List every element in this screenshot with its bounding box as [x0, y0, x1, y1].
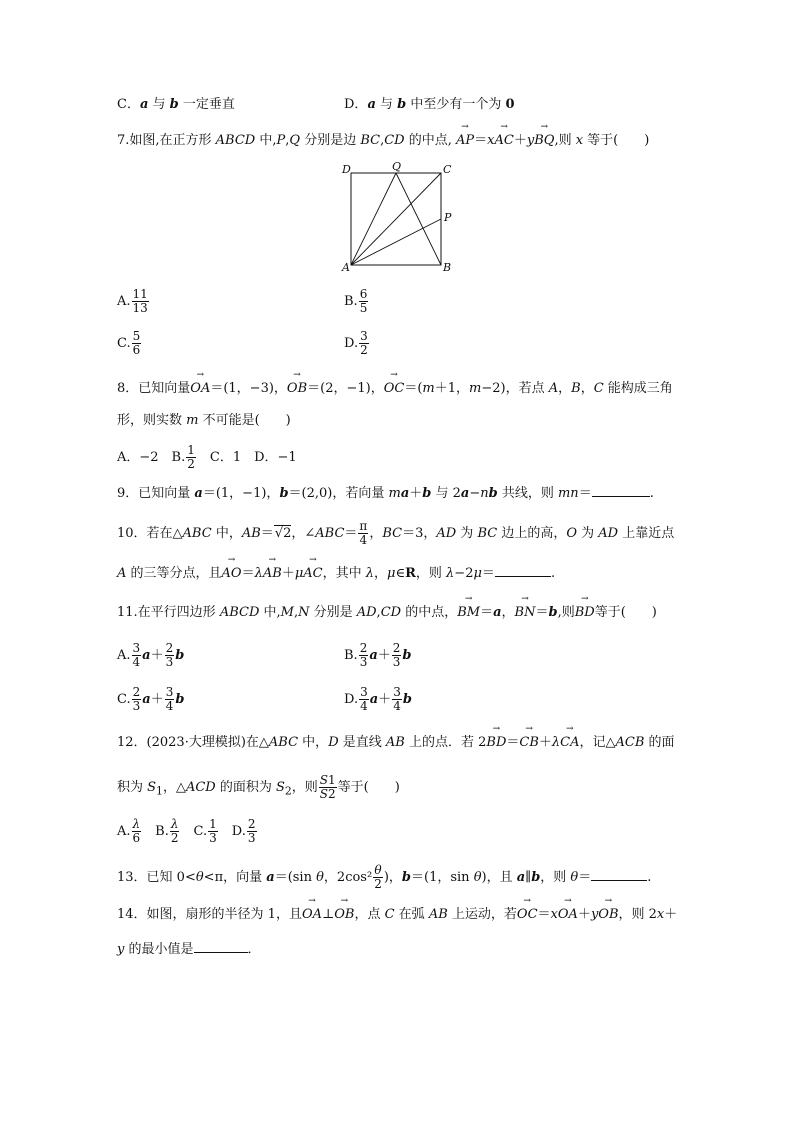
q11-option-c: C. $\frac{2}{3}$ a＋ $\frac{3}{4}$ b: [117, 685, 185, 713]
q14-answer-blank[interactable]: [194, 940, 248, 953]
q11-option-a: A. $\frac{3}{4}$ a＋ $\frac{2}{3}$ b: [117, 641, 185, 669]
q7-option-a: A. $\frac{11}{13}$: [117, 287, 148, 315]
q9-stem: 9．已知向量 a＝(1，−1)，b＝(2,0)，若向量 ma＋b 与 2a−nb 共线，则 mn＝ .: [117, 486, 654, 501]
q14-stem-line1: 14．如图，扇形的半径为 1，且→ OA⊥→ OB，点 C 在弧 AB 上运动，若→ OC＝x→ OA＋y→ OB，则 2x＋: [117, 906, 677, 924]
segment-aq: [351, 173, 396, 265]
label-a: A: [342, 261, 350, 274]
q9-answer-blank[interactable]: [592, 484, 650, 497]
q7-option-d: D. $\frac{3}{2}$: [344, 329, 368, 357]
q12-stem-line1: 12．(2023·大理模拟)在△ABC 中，D 是直线 AB 上的点．若 2→ BD＝→ CB＋λ→ CA，记△ACB 的面: [117, 734, 675, 752]
label-d: D: [342, 163, 351, 176]
q11-stem: 11.在平行四边形 ABCD 中,M,N 分别是 AD,CD 的中点，→ BM＝a，→ BN＝b,则→ BD等于( ): [117, 604, 657, 622]
q7-option-c: C. $\frac{5}{6}$: [117, 329, 141, 357]
q13-answer-blank[interactable]: [591, 868, 647, 881]
label-b: B: [443, 261, 452, 274]
segment-ap: [351, 219, 441, 265]
q7-stem: 7.如图,在正方形 ABCD 中,P,Q 分别是边 BC,CD 的中点, → AP＝x→ AC＋y→ BQ,则 x 等于( ): [117, 132, 649, 150]
q12-options: A. $\frac{\lambda}{6}$ B. $\frac{\lambda}{2}$ C. $\frac{1}{3}$ D. $\frac{2}{3}$: [117, 817, 256, 845]
q6-option-d: D．a 与 b 中至少有一个为 0: [344, 97, 515, 112]
q12-stem-line2: 积为 $S_1$，△ACD 的面积为 $S_2$，则 $\frac{S1}{S2}$ 等于( ): [117, 773, 400, 801]
q7-square-figure: [330, 160, 470, 280]
label-q: Q: [392, 160, 402, 173]
q10-answer-blank[interactable]: [495, 564, 551, 577]
q8-stem-line2: 形，则实数 m 不可能是( ): [117, 413, 291, 428]
q14-stem-line2: y 的最小值是 ．: [117, 942, 261, 957]
q11-option-b: B. $\frac{2}{3}$ a＋ $\frac{2}{3}$ b: [344, 641, 412, 669]
q8-options: A．−2 B. $\frac{1}{2}$ C．1 D．−1: [117, 443, 297, 471]
q13-stem: 13．已知 0<θ<π，向量 a＝(sin θ，2cos² $\frac{\theta}{2}$ )，b＝(1，sin θ)，且 a∥b，则 θ＝ .: [117, 863, 652, 891]
q10-stem-line2: A 的三等分点，且→ AO＝λ→ AB＋μ→ AC，其中 λ，μ∈R，则 λ−2μ＝ .: [117, 564, 555, 583]
label-c: C: [443, 163, 452, 176]
q6-option-c: C．a 与 b 一定垂直: [117, 97, 235, 112]
q8-stem-line1: 8．已知向量→ OA＝(1，−3)，→ OB＝(2，−1)，→ OC＝(m＋1，m−2)，若点 A，B，C 能构成三角: [117, 380, 673, 398]
label-p: P: [444, 211, 452, 224]
q11-option-d: D. $\frac{3}{4}$ a＋ $\frac{3}{4}$ b: [344, 685, 412, 713]
q10-stem-line1: 10．若在△ABC 中，AB＝√2，∠ABC＝ $\frac{\pi}{4}$ ，BC＝3，AD 为 BC 边上的高，O 为 AD 上靠近点: [117, 519, 675, 547]
q7-option-b: B. $\frac{6}{5}$: [344, 287, 368, 315]
segment-bq: [396, 173, 441, 265]
segment-ac: [351, 173, 441, 265]
